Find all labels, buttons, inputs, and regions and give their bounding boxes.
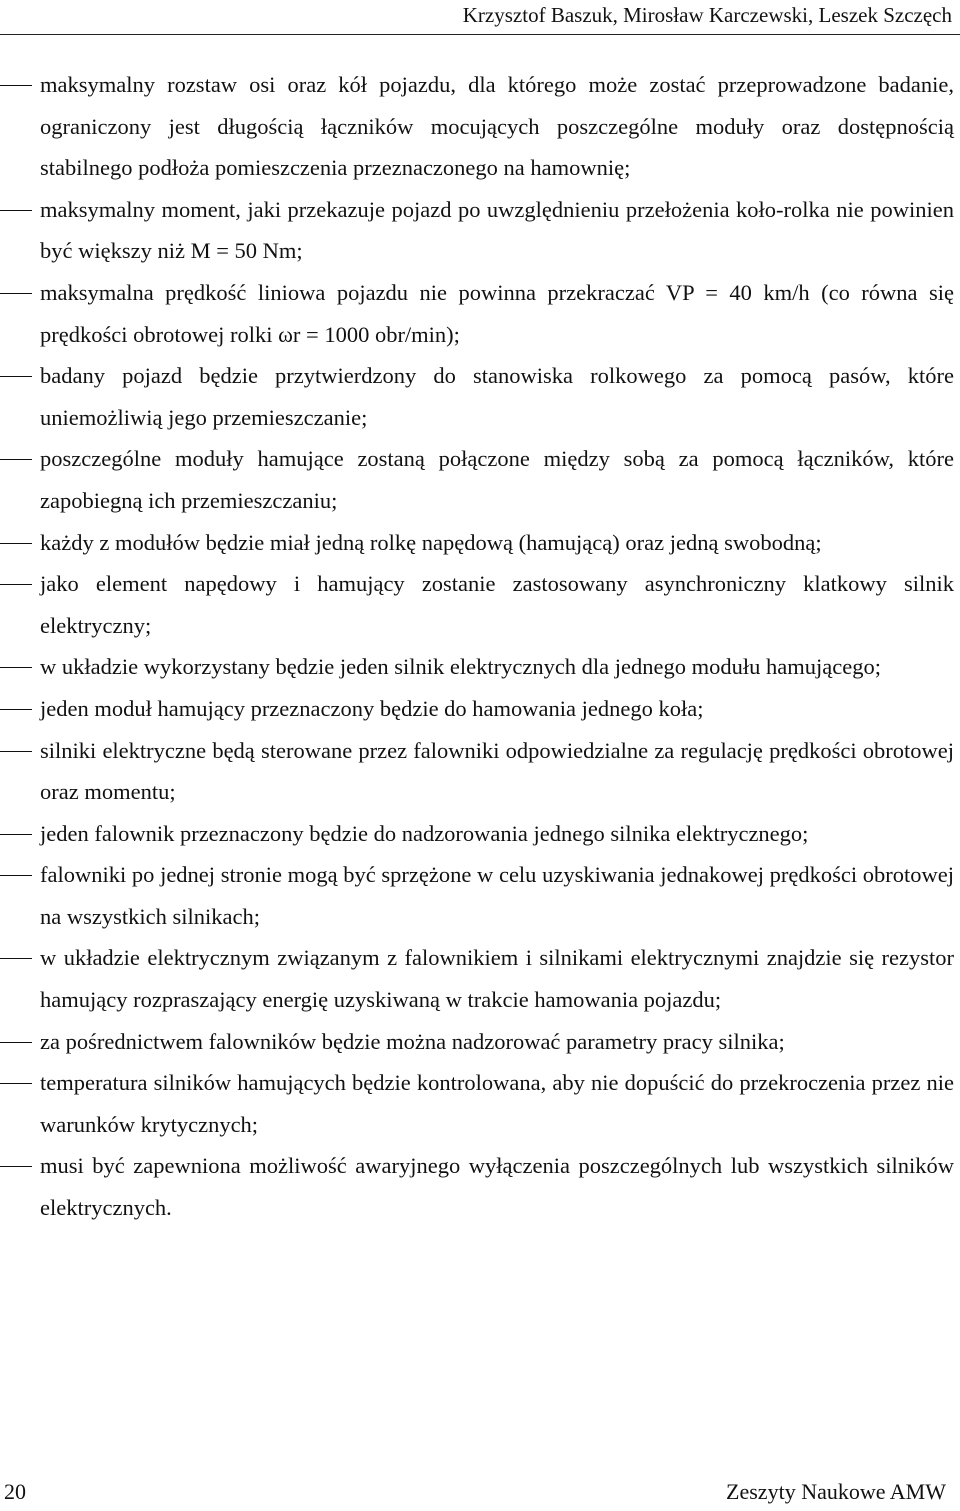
em-dash-bullet <box>0 459 32 460</box>
list-item <box>0 1021 954 1063</box>
em-dash-bullet <box>0 667 32 668</box>
list-item <box>0 1062 954 1145</box>
list-item-text: w układzie wykorzystany będzie jeden silnik elektrycznych dla jednego modułu hamującego; <box>40 654 881 680</box>
em-dash-bullet <box>0 958 32 959</box>
list-item <box>0 1145 954 1228</box>
list-item <box>0 688 954 730</box>
list-item <box>0 813 954 855</box>
em-dash-bullet <box>0 751 32 752</box>
list-item <box>0 730 954 813</box>
list-item-text: badany pojazd będzie przytwierdzony do stanowiska rolkowego za pomocą pasów, które uniemożliwią jego przemieszczanie; <box>40 363 954 430</box>
list-item-text: falowniki po jednej stronie mogą być sprzężone w celu uzyskiwania jednakowej prędkości obrotowej na wszystkich silnikach; <box>40 862 954 929</box>
list-item-text: poszczególne moduły hamujące zostaną połączone między sobą za pomocą łączników, które zapobiegną ich przemieszczaniu; <box>40 446 954 513</box>
list-item <box>0 64 954 189</box>
list-item <box>0 189 954 272</box>
list-item-text: za pośrednictwem falowników będzie można nadzorować parametry pracy silnika; <box>40 1028 785 1054</box>
list-item <box>0 438 954 521</box>
em-dash-bullet <box>0 85 32 86</box>
list-item-text: każdy z modułów będzie miał jedną rolkę napędową (hamującą) oraz jedną swobodną; <box>40 529 822 555</box>
requirements-list <box>0 64 954 1229</box>
header-divider <box>0 34 960 35</box>
em-dash-bullet <box>0 709 32 710</box>
em-dash-bullet <box>0 834 32 835</box>
list-item <box>0 563 954 646</box>
list-item <box>0 355 954 438</box>
em-dash-bullet <box>0 584 32 585</box>
list-item <box>0 937 954 1020</box>
list-item <box>0 522 954 564</box>
em-dash-bullet <box>0 210 32 211</box>
em-dash-bullet <box>0 376 32 377</box>
list-item <box>0 646 954 688</box>
list-item-text: jako element napędowy i hamujący zostanie zastosowany asynchroniczny klatkowy silnik elektryczny; <box>40 571 954 638</box>
page-number: 20 <box>4 1479 26 1504</box>
list-item-text: jeden moduł hamujący przeznaczony będzie do hamowania jednego koła; <box>40 695 704 721</box>
journal-name: Zeszyty Naukowe AMW <box>726 1479 946 1504</box>
list-item-text: w układzie elektrycznym związanym z falownikiem i silnikami elektrycznymi znajdzie się rezystor hamujący rozpraszający energię uzyskiwaną w trakcie hamowania pojazdu; <box>40 945 954 1013</box>
em-dash-bullet <box>0 875 32 876</box>
em-dash-bullet <box>0 1083 32 1084</box>
em-dash-bullet <box>0 543 32 544</box>
em-dash-bullet <box>0 1166 32 1167</box>
running-header-authors: Krzysztof Baszuk, Mirosław Karczewski, Leszek Szczęch <box>462 3 952 27</box>
list-item-text: temperatura silników hamujących będzie kontrolowana, aby nie dopuścić do przekroczenia przez nie warunków krytycznych; <box>40 1070 954 1137</box>
list-item-text: maksymalna prędkość liniowa pojazdu nie powinna przekraczać VP = 40 km/h (co równa się prędkości obrotowej rolki ωr = 1000 obr/min); <box>40 279 954 347</box>
list-item-text: jeden falownik przeznaczony będzie do nadzorowania jednego silnika elektrycznego; <box>40 820 809 846</box>
list-item-text: silniki elektryczne będą sterowane przez falowniki odpowiedzialne za regulację prędkości obrotowej oraz momentu; <box>40 737 954 805</box>
list-item <box>0 854 954 937</box>
list-item <box>0 272 954 355</box>
list-item-text: maksymalny moment, jaki przekazuje pojazd po uwzględnieniu przełożenia koło-rolka nie powinien być większy niż M = 50 Nm; <box>40 196 954 264</box>
em-dash-bullet <box>0 293 32 294</box>
list-item-text: musi być zapewniona możliwość awaryjnego wyłączenia poszczególnych lub wszystkich silników elektrycznych. <box>40 1153 954 1221</box>
em-dash-bullet <box>0 1042 32 1043</box>
list-item-text: maksymalny rozstaw osi oraz kół pojazdu, dla którego może zostać przeprowadzone badanie, ograniczony jest długością łączników mocujących poszczególne moduły oraz dostępnością stabilnego podłoża pomieszczenia przeznaczonego na hamownię; <box>40 72 954 181</box>
